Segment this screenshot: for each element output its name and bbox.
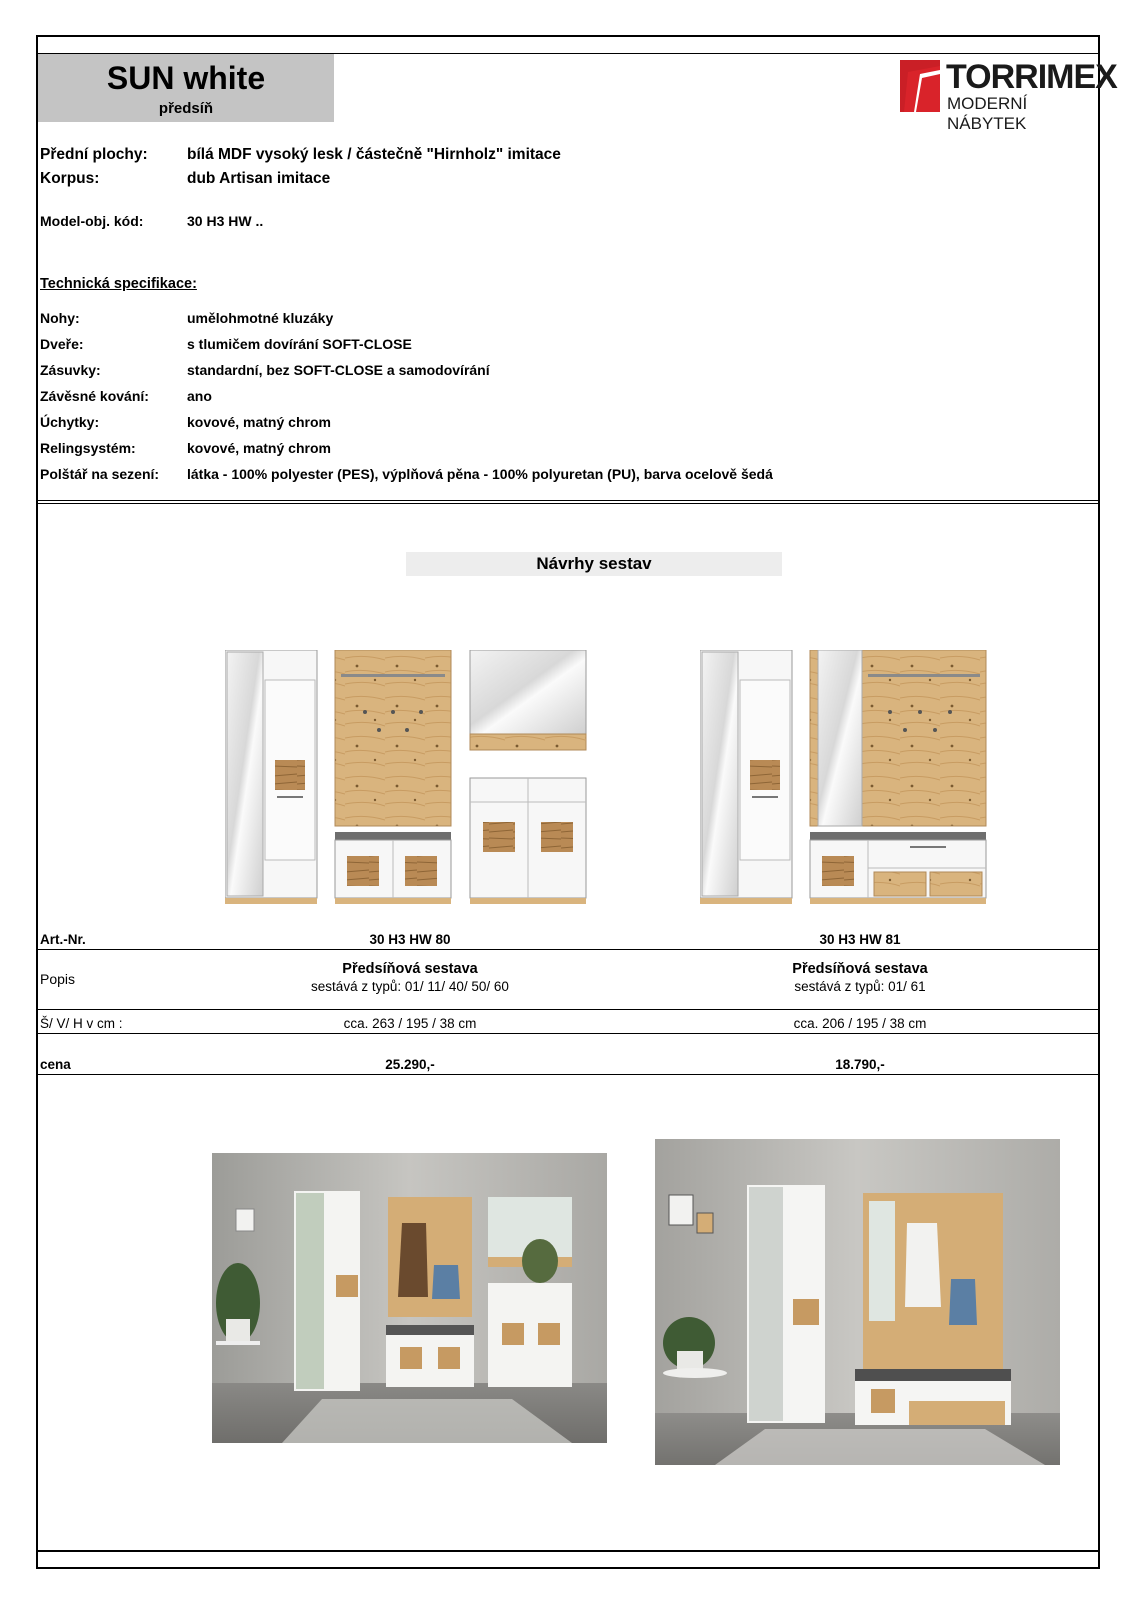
divider <box>36 1033 1100 1034</box>
divider <box>36 500 1100 501</box>
tech-spec-title: Technická specifikace: <box>40 276 197 292</box>
set-80-dims: cca. 263 / 195 / 38 cm <box>343 1016 477 1031</box>
set-81-name: Předsíňová sestava <box>792 961 928 977</box>
logo-tagline: MODERNÍ NÁBYTEK <box>947 94 1028 133</box>
page-title: SUN white <box>106 60 266 96</box>
set-80-art: 30 H3 HW 80 <box>369 932 451 947</box>
tech-label-rail: Relingsystém: <box>40 440 136 456</box>
set-80-drawing <box>225 650 600 912</box>
tech-label-hanging: Závěsné kování: <box>40 388 149 404</box>
body-label: Korpus: <box>40 170 100 187</box>
page-subtitle: předsíň <box>158 100 214 117</box>
tech-value-hanging: ano <box>187 388 212 404</box>
price-label: cena <box>40 1057 71 1072</box>
tech-value-rail: kovové, matný chrom <box>187 440 331 456</box>
set-80-price: 25.290,- <box>385 1057 435 1072</box>
model-value: 30 H3 HW .. <box>187 213 264 229</box>
tech-label-drawers: Zásuvky: <box>40 362 101 378</box>
set-81-art: 30 H3 HW 81 <box>819 932 901 947</box>
title-box <box>38 54 334 122</box>
section-title: Návrhy sestav <box>406 552 782 576</box>
set-81-price: 18.790,- <box>835 1057 885 1072</box>
set-80-types: sestává z typů: 01/ 11/ 40/ 50/ 60 <box>311 979 509 994</box>
tech-value-doors: s tlumičem dovírání SOFT-CLOSE <box>187 336 412 352</box>
set-81-types: sestává z typů: 01/ 61 <box>794 979 926 994</box>
torrimex-logo <box>900 58 1117 133</box>
front-value: bílá MDF vysoký lesk / částečně "Hirnholz" imitace <box>187 146 561 163</box>
art-nr-label: Art.-Nr. <box>40 932 86 947</box>
tech-value-drawers: standardní, bez SOFT-CLOSE a samodovírání <box>187 362 490 378</box>
set-80-photo <box>212 1153 607 1443</box>
body-value: dub Artisan imitace <box>187 170 331 187</box>
divider <box>36 503 1100 504</box>
tech-label-legs: Nohy: <box>40 310 80 326</box>
set-81-drawing <box>700 650 990 912</box>
set-81-dims: cca. 206 / 195 / 38 cm <box>793 1016 927 1031</box>
set-81-photo <box>655 1139 1060 1465</box>
logo-brand: TORRIMEX <box>946 58 1117 96</box>
dims-label: Š/ V/ H v cm : <box>40 1016 123 1031</box>
frame-bottom-line <box>36 1550 1100 1552</box>
tech-label-handles: Úchytky: <box>40 414 100 430</box>
tech-label-doors: Dveře: <box>40 336 84 352</box>
popis-label: Popis <box>40 971 76 987</box>
tech-value-cushion: látka - 100% polyester (PES), výplňová pěna - 100% polyuretan (PU), barva ocelově šedá <box>187 466 773 482</box>
divider <box>36 949 1100 950</box>
divider <box>36 1009 1100 1010</box>
divider <box>36 1074 1100 1075</box>
tech-value-handles: kovové, matný chrom <box>187 414 331 430</box>
tech-label-cushion: Polštář na sezení: <box>40 466 160 482</box>
model-label: Model-obj. kód: <box>40 213 144 229</box>
tech-value-legs: umělohmotné kluzáky <box>187 310 334 326</box>
front-label: Přední plochy: <box>40 146 148 163</box>
set-80-name: Předsíňová sestava <box>342 961 478 977</box>
torrimex-logo-mark-icon <box>900 60 940 112</box>
